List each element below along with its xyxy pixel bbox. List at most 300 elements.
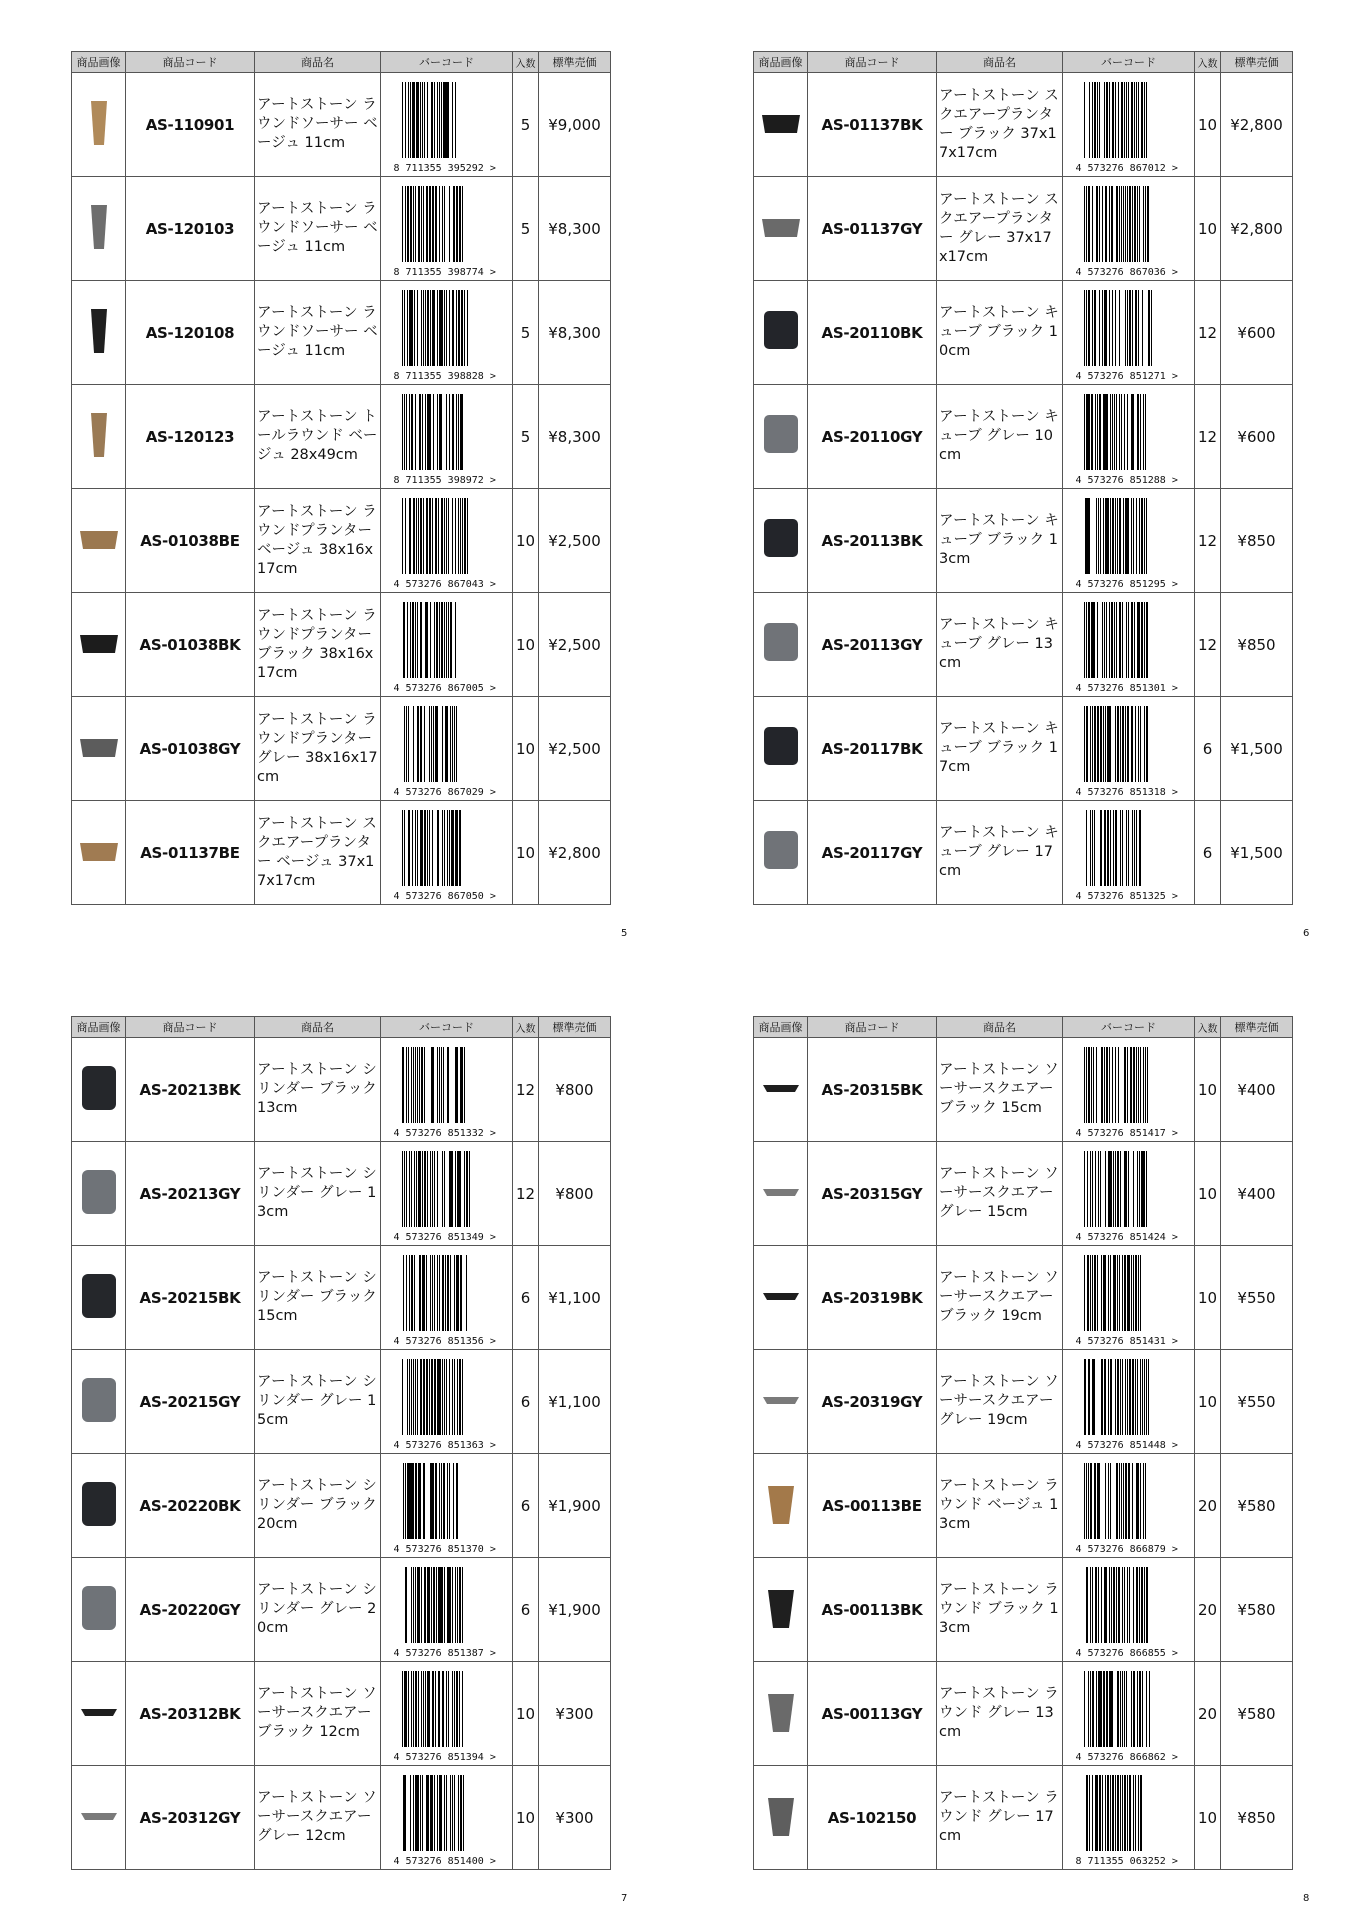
table-row: [72, 281, 611, 385]
product-image-cell: [72, 73, 126, 177]
barcode-cell: [381, 1038, 513, 1142]
column-header: 商品画像: [72, 1017, 126, 1038]
standard-price: ¥8,300: [539, 385, 611, 489]
pack-quantity: 20: [1195, 1454, 1221, 1558]
barcode: [392, 182, 502, 280]
table-header-row: [754, 1017, 1293, 1038]
product-image-cell: [754, 1662, 808, 1766]
product-name: アートストーン ラウンドソーサー ベージュ 11cm: [255, 281, 381, 385]
standard-price: ¥300: [539, 1766, 611, 1870]
product-code: AS-102150: [808, 1766, 937, 1870]
saucer-black-icon: [757, 1266, 805, 1326]
barcode: [392, 494, 502, 592]
table-row: [754, 489, 1293, 593]
barcode-number: 4 573276 851332 >: [393, 1128, 496, 1139]
barcode-number: 4 573276 851370 >: [393, 1544, 496, 1555]
product-name: アートストーン ラウンド グレー 13cm: [937, 1662, 1063, 1766]
table-row: [754, 1454, 1293, 1558]
product-image-cell: [72, 1454, 126, 1558]
standard-price: ¥580: [1221, 1662, 1293, 1766]
barcode-number: 4 573276 851387 >: [393, 1648, 496, 1659]
pack-quantity: 12: [513, 1142, 539, 1246]
pack-quantity: 10: [1195, 73, 1221, 177]
page-number: 7: [621, 1893, 628, 1904]
product-name: アートストーン トールラウンド ベージュ 28x49cm: [255, 385, 381, 489]
cube-grey-pot-icon: [757, 821, 805, 881]
barcode-cell: [1063, 385, 1195, 489]
standard-price: ¥2,800: [1221, 73, 1293, 177]
pack-quantity: 5: [513, 281, 539, 385]
barcode: [1074, 1355, 1184, 1453]
standard-price: ¥9,000: [539, 73, 611, 177]
product-code: AS-110901: [126, 73, 255, 177]
table-row: [72, 1766, 611, 1870]
standard-price: ¥600: [1221, 281, 1293, 385]
barcode-bars: [402, 1255, 496, 1331]
barcode-number: 4 573276 851271 >: [1075, 371, 1178, 382]
product-name: アートストーン ラウンドプランター ベージュ 38x16x17cm: [255, 489, 381, 593]
barcode-bars: [1084, 498, 1178, 574]
standard-price: ¥2,500: [539, 593, 611, 697]
pack-quantity: 12: [1195, 281, 1221, 385]
product-code: AS-00113BK: [808, 1558, 937, 1662]
barcode-cell: [1063, 801, 1195, 905]
standard-price: ¥400: [1221, 1038, 1293, 1142]
standard-price: ¥800: [539, 1038, 611, 1142]
barcode-bars: [1084, 1463, 1178, 1539]
pack-quantity: 12: [1195, 489, 1221, 593]
barcode: [1074, 494, 1184, 592]
pack-quantity: 10: [1195, 1038, 1221, 1142]
standard-price: ¥8,300: [539, 177, 611, 281]
table-row: [754, 385, 1293, 489]
table-row: [754, 697, 1293, 801]
product-image-cell: [754, 1558, 808, 1662]
barcode-cell: [381, 1142, 513, 1246]
saucer-grey-icon: [75, 1786, 123, 1846]
product-image-cell: [72, 177, 126, 281]
standard-price: ¥580: [1221, 1454, 1293, 1558]
product-name: アートストーン ラウンド ベージュ 13cm: [937, 1454, 1063, 1558]
barcode-number: 4 573276 851349 >: [393, 1232, 496, 1243]
saucer-grey-icon: [757, 1370, 805, 1430]
product-code: AS-20215BK: [126, 1246, 255, 1350]
product-name: アートストーン ラウンド グレー 17cm: [937, 1766, 1063, 1870]
product-image-cell: [72, 385, 126, 489]
product-name: アートストーン キューブ グレー 13cm: [937, 593, 1063, 697]
low-planter-grey-icon: [75, 717, 123, 777]
pack-quantity: 6: [513, 1350, 539, 1454]
product-image-cell: [754, 1038, 808, 1142]
product-name: アートストーン シリンダー グレー 15cm: [255, 1350, 381, 1454]
barcode-bars: [1084, 1567, 1178, 1643]
product-name: アートストーン キューブ ブラック 10cm: [937, 281, 1063, 385]
product-name: アートストーン キューブ ブラック 17cm: [937, 697, 1063, 801]
tall-round-black-pot-icon: [75, 301, 123, 361]
product-code: AS-01038GY: [126, 697, 255, 801]
standard-price: ¥850: [1221, 593, 1293, 697]
barcode-number: 4 573276 866855 >: [1075, 1648, 1178, 1659]
barcode-number: 4 573276 867036 >: [1075, 267, 1178, 278]
product-image-cell: [754, 593, 808, 697]
table-row: [72, 1558, 611, 1662]
barcode-bars: [402, 1359, 496, 1435]
table-row: [72, 1246, 611, 1350]
column-header: 商品名: [255, 52, 381, 73]
barcode-number: 8 711355 398972 >: [393, 475, 496, 486]
barcode-bars: [1084, 290, 1178, 366]
column-header: バーコード: [381, 52, 513, 73]
pack-quantity: 6: [1195, 801, 1221, 905]
standard-price: ¥2,800: [539, 801, 611, 905]
barcode-number: 4 573276 851417 >: [1075, 1128, 1178, 1139]
column-header: バーコード: [1063, 1017, 1195, 1038]
product-name: アートストーン ラウンド ブラック 13cm: [937, 1558, 1063, 1662]
barcode: [1074, 806, 1184, 904]
cube-black-pot-icon: [757, 301, 805, 361]
product-image-cell: [72, 1350, 126, 1454]
barcode-cell: [1063, 1350, 1195, 1454]
standard-price: ¥2,800: [1221, 177, 1293, 281]
column-header: 商品画像: [72, 52, 126, 73]
barcode-number: 4 573276 851325 >: [1075, 891, 1178, 902]
product-image-cell: [754, 697, 808, 801]
standard-price: ¥550: [1221, 1246, 1293, 1350]
low-planter-black-icon: [757, 93, 805, 153]
barcode-number: 4 573276 851431 >: [1075, 1336, 1178, 1347]
product-code: AS-20319BK: [808, 1246, 937, 1350]
pack-quantity: 5: [513, 73, 539, 177]
barcode-bars: [1084, 82, 1178, 158]
barcode-cell: [381, 489, 513, 593]
barcode: [392, 390, 502, 488]
product-code: AS-20113GY: [808, 593, 937, 697]
product-table: [71, 1016, 611, 1870]
column-header: 入数: [513, 1017, 539, 1038]
standard-price: ¥1,100: [539, 1350, 611, 1454]
table-row: [754, 1246, 1293, 1350]
standard-price: ¥1,100: [539, 1246, 611, 1350]
pack-quantity: 10: [1195, 177, 1221, 281]
barcode-bars: [1084, 394, 1178, 470]
product-name: アートストーン ソーサースクエアー ブラック 12cm: [255, 1662, 381, 1766]
pack-quantity: 10: [513, 593, 539, 697]
standard-price: ¥850: [1221, 1766, 1293, 1870]
cylinder-black-pot-icon: [75, 1266, 123, 1326]
barcode-bars: [402, 706, 496, 782]
product-image-cell: [754, 1350, 808, 1454]
barcode: [1074, 702, 1184, 800]
column-header: 標準売価: [539, 1017, 611, 1038]
barcode-cell: [1063, 73, 1195, 177]
saucer-black-icon: [75, 1682, 123, 1742]
barcode-bars: [1084, 1775, 1178, 1851]
standard-price: ¥550: [1221, 1350, 1293, 1454]
standard-price: ¥1,500: [1221, 801, 1293, 905]
product-name: アートストーン シリンダー グレー 13cm: [255, 1142, 381, 1246]
round-grey-pot-icon: [757, 1786, 805, 1846]
barcode: [392, 702, 502, 800]
page-number: 6: [1303, 928, 1310, 939]
product-image-cell: [754, 177, 808, 281]
barcode-cell: [381, 385, 513, 489]
column-header: 商品コード: [126, 1017, 255, 1038]
product-image-cell: [72, 1558, 126, 1662]
pack-quantity: 10: [513, 801, 539, 905]
table-row: [754, 281, 1293, 385]
catalog-page: [71, 51, 610, 905]
barcode: [392, 1251, 502, 1349]
barcode-cell: [381, 1246, 513, 1350]
barcode-bars: [402, 1047, 496, 1123]
standard-price: ¥400: [1221, 1142, 1293, 1246]
barcode-cell: [1063, 177, 1195, 281]
cylinder-black-pot-icon: [75, 1058, 123, 1118]
cylinder-grey-pot-icon: [75, 1162, 123, 1222]
barcode-cell: [1063, 1038, 1195, 1142]
product-code: AS-00113GY: [808, 1662, 937, 1766]
barcode-bars: [402, 394, 496, 470]
pack-quantity: 6: [513, 1558, 539, 1662]
table-row: [754, 1038, 1293, 1142]
standard-price: ¥300: [539, 1662, 611, 1766]
table-row: [754, 801, 1293, 905]
product-code: AS-01038BK: [126, 593, 255, 697]
table-row: [72, 593, 611, 697]
barcode-cell: [381, 1350, 513, 1454]
table-row: [754, 1558, 1293, 1662]
column-header: 入数: [1195, 1017, 1221, 1038]
pack-quantity: 10: [513, 489, 539, 593]
column-header: 商品画像: [754, 52, 808, 73]
catalog-page: [753, 1016, 1292, 1870]
barcode-number: 4 573276 851295 >: [1075, 579, 1178, 590]
product-code: AS-120103: [126, 177, 255, 281]
product-image-cell: [72, 1766, 126, 1870]
barcode-bars: [402, 186, 496, 262]
product-image-cell: [72, 593, 126, 697]
table-row: [72, 1142, 611, 1246]
product-name: アートストーン キューブ グレー 17cm: [937, 801, 1063, 905]
barcode-bars: [1084, 1047, 1178, 1123]
barcode-bars: [402, 1463, 496, 1539]
low-planter-beige-icon: [75, 821, 123, 881]
product-name: アートストーン キューブ ブラック 13cm: [937, 489, 1063, 593]
table-row: [754, 1766, 1293, 1870]
barcode: [1074, 1043, 1184, 1141]
product-name: アートストーン ソーサースクエアー ブラック 19cm: [937, 1246, 1063, 1350]
barcode-number: 4 573276 851356 >: [393, 1336, 496, 1347]
pack-quantity: 6: [1195, 697, 1221, 801]
barcode: [1074, 390, 1184, 488]
barcode-cell: [1063, 281, 1195, 385]
barcode-number: 4 573276 867005 >: [393, 683, 496, 694]
barcode: [1074, 1459, 1184, 1557]
barcode-bars: [1084, 1359, 1178, 1435]
barcode-number: 4 573276 851448 >: [1075, 1440, 1178, 1451]
table-row: [754, 1350, 1293, 1454]
product-image-cell: [72, 1246, 126, 1350]
barcode-number: 4 573276 851424 >: [1075, 1232, 1178, 1243]
product-image-cell: [754, 1142, 808, 1246]
barcode-number: 8 711355 063252 >: [1075, 1856, 1178, 1867]
pack-quantity: 10: [1195, 1142, 1221, 1246]
product-table: [753, 51, 1293, 905]
table-row: [72, 489, 611, 593]
barcode-cell: [381, 1662, 513, 1766]
column-header: 標準売価: [1221, 1017, 1293, 1038]
round-grey-pot-icon: [757, 1682, 805, 1742]
product-code: AS-01137GY: [808, 177, 937, 281]
product-name: アートストーン ソーサースクエアー グレー 19cm: [937, 1350, 1063, 1454]
round-black-pot-icon: [757, 1578, 805, 1638]
cylinder-black-pot-icon: [75, 1474, 123, 1534]
barcode-bars: [1084, 706, 1178, 782]
barcode-cell: [381, 177, 513, 281]
barcode-number: 4 573276 867050 >: [393, 891, 496, 902]
barcode: [392, 806, 502, 904]
barcode: [392, 1459, 502, 1557]
column-header: 商品名: [937, 52, 1063, 73]
product-code: AS-20315GY: [808, 1142, 937, 1246]
barcode-cell: [1063, 1246, 1195, 1350]
barcode-bars: [1084, 810, 1178, 886]
product-image-cell: [754, 1454, 808, 1558]
product-image-cell: [754, 281, 808, 385]
barcode: [1074, 1563, 1184, 1661]
product-image-cell: [754, 1246, 808, 1350]
product-image-cell: [72, 1038, 126, 1142]
product-code: AS-20213BK: [126, 1038, 255, 1142]
product-image-cell: [72, 801, 126, 905]
pack-quantity: 6: [513, 1454, 539, 1558]
barcode: [1074, 182, 1184, 280]
barcode: [392, 1563, 502, 1661]
standard-price: ¥2,500: [539, 697, 611, 801]
column-header: バーコード: [381, 1017, 513, 1038]
product-code: AS-20117BK: [808, 697, 937, 801]
barcode-bars: [402, 1671, 496, 1747]
product-code: AS-00113BE: [808, 1454, 937, 1558]
standard-price: ¥8,300: [539, 281, 611, 385]
barcode-cell: [1063, 697, 1195, 801]
barcode-bars: [1084, 1255, 1178, 1331]
column-header: 標準売価: [1221, 52, 1293, 73]
pack-quantity: 20: [1195, 1662, 1221, 1766]
product-code: AS-20113BK: [808, 489, 937, 593]
column-header: 商品コード: [126, 52, 255, 73]
table-row: [72, 177, 611, 281]
table-row: [72, 73, 611, 177]
product-name: アートストーン ラウンドプランター ブラック 38x16x17cm: [255, 593, 381, 697]
barcode-bars: [1084, 186, 1178, 262]
standard-price: ¥850: [1221, 489, 1293, 593]
table-row: [72, 1662, 611, 1766]
table-row: [754, 1142, 1293, 1246]
barcode-number: 4 573276 851288 >: [1075, 475, 1178, 486]
product-code: AS-120108: [126, 281, 255, 385]
barcode-bars: [402, 82, 496, 158]
catalog-page: [753, 51, 1292, 905]
standard-price: ¥800: [539, 1142, 611, 1246]
barcode-cell: [1063, 489, 1195, 593]
table-row: [754, 177, 1293, 281]
barcode-bars: [402, 602, 496, 678]
product-name: アートストーン シリンダー ブラック 15cm: [255, 1246, 381, 1350]
column-header: 標準売価: [539, 52, 611, 73]
barcode: [1074, 1667, 1184, 1765]
pack-quantity: 10: [513, 1766, 539, 1870]
product-name: アートストーン キューブ グレー 10cm: [937, 385, 1063, 489]
barcode-cell: [381, 73, 513, 177]
pack-quantity: 10: [513, 1662, 539, 1766]
table-row: [72, 801, 611, 905]
barcode: [392, 1043, 502, 1141]
page-number: 5: [621, 928, 628, 939]
barcode-bars: [402, 1151, 496, 1227]
barcode-cell: [381, 801, 513, 905]
product-name: アートストーン ソーサースクエアー グレー 12cm: [255, 1766, 381, 1870]
product-code: AS-120123: [126, 385, 255, 489]
column-header: 商品名: [937, 1017, 1063, 1038]
product-code: AS-20312GY: [126, 1766, 255, 1870]
product-image-cell: [754, 801, 808, 905]
product-image-cell: [754, 73, 808, 177]
barcode: [392, 598, 502, 696]
product-image-cell: [72, 1662, 126, 1766]
table-header-row: [754, 52, 1293, 73]
barcode-cell: [381, 1558, 513, 1662]
pack-quantity: 12: [1195, 385, 1221, 489]
column-header: 入数: [513, 52, 539, 73]
product-table: [753, 1016, 1293, 1870]
barcode-cell: [1063, 1662, 1195, 1766]
barcode-bars: [1084, 602, 1178, 678]
pack-quantity: 10: [1195, 1350, 1221, 1454]
barcode-cell: [381, 593, 513, 697]
low-planter-black-icon: [75, 613, 123, 673]
pack-quantity: 10: [1195, 1766, 1221, 1870]
cylinder-grey-pot-icon: [75, 1370, 123, 1430]
table-row: [72, 1454, 611, 1558]
pack-quantity: 12: [1195, 593, 1221, 697]
barcode-cell: [381, 281, 513, 385]
saucer-grey-icon: [757, 1162, 805, 1222]
product-image-cell: [754, 385, 808, 489]
barcode: [392, 1147, 502, 1245]
barcode: [1074, 1251, 1184, 1349]
product-code: AS-20215GY: [126, 1350, 255, 1454]
barcode: [1074, 78, 1184, 176]
barcode-bars: [402, 498, 496, 574]
cube-black-pot-icon: [757, 717, 805, 777]
barcode: [392, 286, 502, 384]
column-header: 商品コード: [808, 52, 937, 73]
product-image-cell: [72, 281, 126, 385]
column-header: バーコード: [1063, 52, 1195, 73]
standard-price: ¥1,500: [1221, 697, 1293, 801]
pack-quantity: 5: [513, 177, 539, 281]
table-row: [754, 593, 1293, 697]
product-code: AS-20117GY: [808, 801, 937, 905]
tall-round-beige-pot-icon: [75, 405, 123, 465]
product-code: AS-20110BK: [808, 281, 937, 385]
product-name: アートストーン ソーサースクエアー グレー 15cm: [937, 1142, 1063, 1246]
barcode-bars: [1084, 1151, 1178, 1227]
product-name: アートストーン シリンダー ブラック 20cm: [255, 1454, 381, 1558]
column-header: 商品画像: [754, 1017, 808, 1038]
barcode-cell: [381, 1766, 513, 1870]
